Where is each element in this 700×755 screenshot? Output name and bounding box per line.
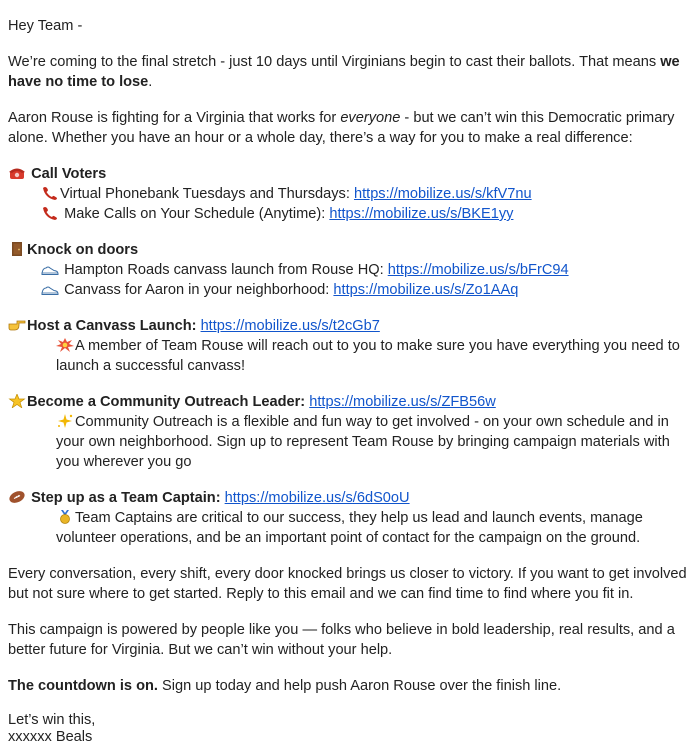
countdown-bold: The countdown is on. bbox=[8, 678, 158, 694]
canvass-launch-section bbox=[8, 316, 692, 376]
list-item bbox=[8, 204, 692, 224]
phone-receiver-icon bbox=[41, 206, 59, 220]
list-item bbox=[8, 184, 692, 204]
team-captain-desc-line bbox=[8, 508, 692, 548]
greeting: Hey Team - bbox=[8, 18, 83, 34]
pitch-after: - but we can’t win this Democratic primary alone. Whether you have an hour or a whole day, there’s a way for you to make a real difference: bbox=[8, 110, 675, 146]
intro-bold: we have no time to lose bbox=[8, 54, 680, 90]
outreach-section bbox=[8, 392, 692, 472]
phone-receiver-icon bbox=[41, 186, 59, 200]
outreach-link[interactable]: https://mobilize.us/s/ZFB56w bbox=[309, 394, 496, 410]
canvass-launch-title: Host a Canvass Launch: bbox=[27, 318, 197, 334]
make-calls-link[interactable]: https://mobilize.us/s/BKE1yy bbox=[329, 206, 514, 222]
list-item bbox=[8, 260, 692, 280]
medal-icon bbox=[56, 510, 74, 524]
team-captain-title: Step up as a Team Captain: bbox=[31, 490, 221, 506]
countdown-text: Sign up today and help push Aaron Rouse over the finish line. bbox=[157, 678, 562, 694]
telephone-icon bbox=[8, 166, 26, 180]
neighborhood-link[interactable]: https://mobilize.us/s/Zo1AAq bbox=[333, 282, 519, 298]
powered-paragraph: This campaign is powered by people like you — folks who believe in bold leadership, real results, and a better future for Virginia. But we can’t win without your help. bbox=[8, 622, 675, 658]
team-captain-desc: Team Captains are critical to our success, they help us lead and launch events, manage volunteer operations, and be an important point of contact for the campaign on the ground. bbox=[56, 510, 643, 546]
shoe-icon bbox=[41, 262, 59, 276]
outreach-desc: Community Outreach is a flexible and fun way to get involved - on your own schedule and in your own neighborhood. Sign up to represent Team Rouse by bringing campaign materials with you wherever you go bbox=[56, 414, 670, 470]
call-voters-heading bbox=[8, 164, 692, 184]
pitch-italic: everyone bbox=[340, 110, 401, 126]
call-voters-section bbox=[8, 164, 692, 224]
intro-text: We’re coming to the final stretch - just 10 days until Virginians begin to cast their ballots. That means bbox=[8, 54, 661, 70]
knock-doors-heading bbox=[8, 240, 692, 260]
shoe-icon bbox=[41, 282, 59, 296]
team-captain-section bbox=[8, 488, 692, 548]
knock-doors-section bbox=[8, 240, 692, 300]
make-calls-label: Make Calls on Your Schedule (Anytime): bbox=[64, 206, 330, 222]
neighborhood-label: Canvass for Aaron in your neighborhood: bbox=[64, 282, 334, 298]
hampton-link[interactable]: https://mobilize.us/s/bFrC94 bbox=[387, 262, 569, 278]
door-icon bbox=[8, 242, 26, 256]
sparkle-icon bbox=[56, 414, 74, 428]
star-icon bbox=[8, 394, 26, 408]
team-captain-heading bbox=[8, 488, 692, 508]
team-captain-link[interactable]: https://mobilize.us/s/6dS0oU bbox=[224, 490, 410, 506]
canvass-launch-heading bbox=[8, 316, 692, 336]
pitch-before: Aaron Rouse is fighting for a Virginia that works for bbox=[8, 110, 341, 126]
canvass-launch-desc-line bbox=[8, 336, 692, 376]
intro-paragraph bbox=[8, 52, 692, 92]
knock-doors-title: Knock on doors bbox=[27, 242, 139, 258]
hampton-label: Hampton Roads canvass launch from Rouse HQ: bbox=[64, 262, 388, 278]
pitch-paragraph bbox=[8, 108, 692, 148]
phonebank-label: Virtual Phonebank Tuesdays and Thursdays: bbox=[60, 186, 354, 202]
list-item bbox=[8, 280, 692, 300]
collision-icon bbox=[56, 338, 74, 352]
outreach-title: Become a Community Outreach Leader: bbox=[27, 394, 306, 410]
phonebank-link[interactable]: https://mobilize.us/s/kfV7nu bbox=[353, 186, 532, 202]
outreach-heading bbox=[8, 392, 692, 412]
outreach-desc-line bbox=[8, 412, 692, 472]
countdown-paragraph bbox=[8, 676, 692, 696]
canvass-launch-desc: A member of Team Rouse will reach out to you to make sure you have everything you need to launch a successful canvass! bbox=[56, 338, 680, 374]
pointing-hand-icon bbox=[8, 318, 26, 332]
canvass-launch-link[interactable]: https://mobilize.us/s/t2cGb7 bbox=[200, 318, 380, 334]
football-icon bbox=[8, 490, 26, 504]
every-conversation-paragraph: Every conversation, every shift, every door knocked brings us closer to victory. If you want to get involved but not sure where to get started. Reply to this email and we can find time to find where you fit in. bbox=[8, 566, 687, 602]
intro-end: . bbox=[148, 74, 153, 90]
signoff: Let’s win this, bbox=[8, 712, 96, 728]
call-voters-title: Call Voters bbox=[31, 166, 107, 182]
signature: xxxxxx Beals bbox=[8, 729, 93, 745]
